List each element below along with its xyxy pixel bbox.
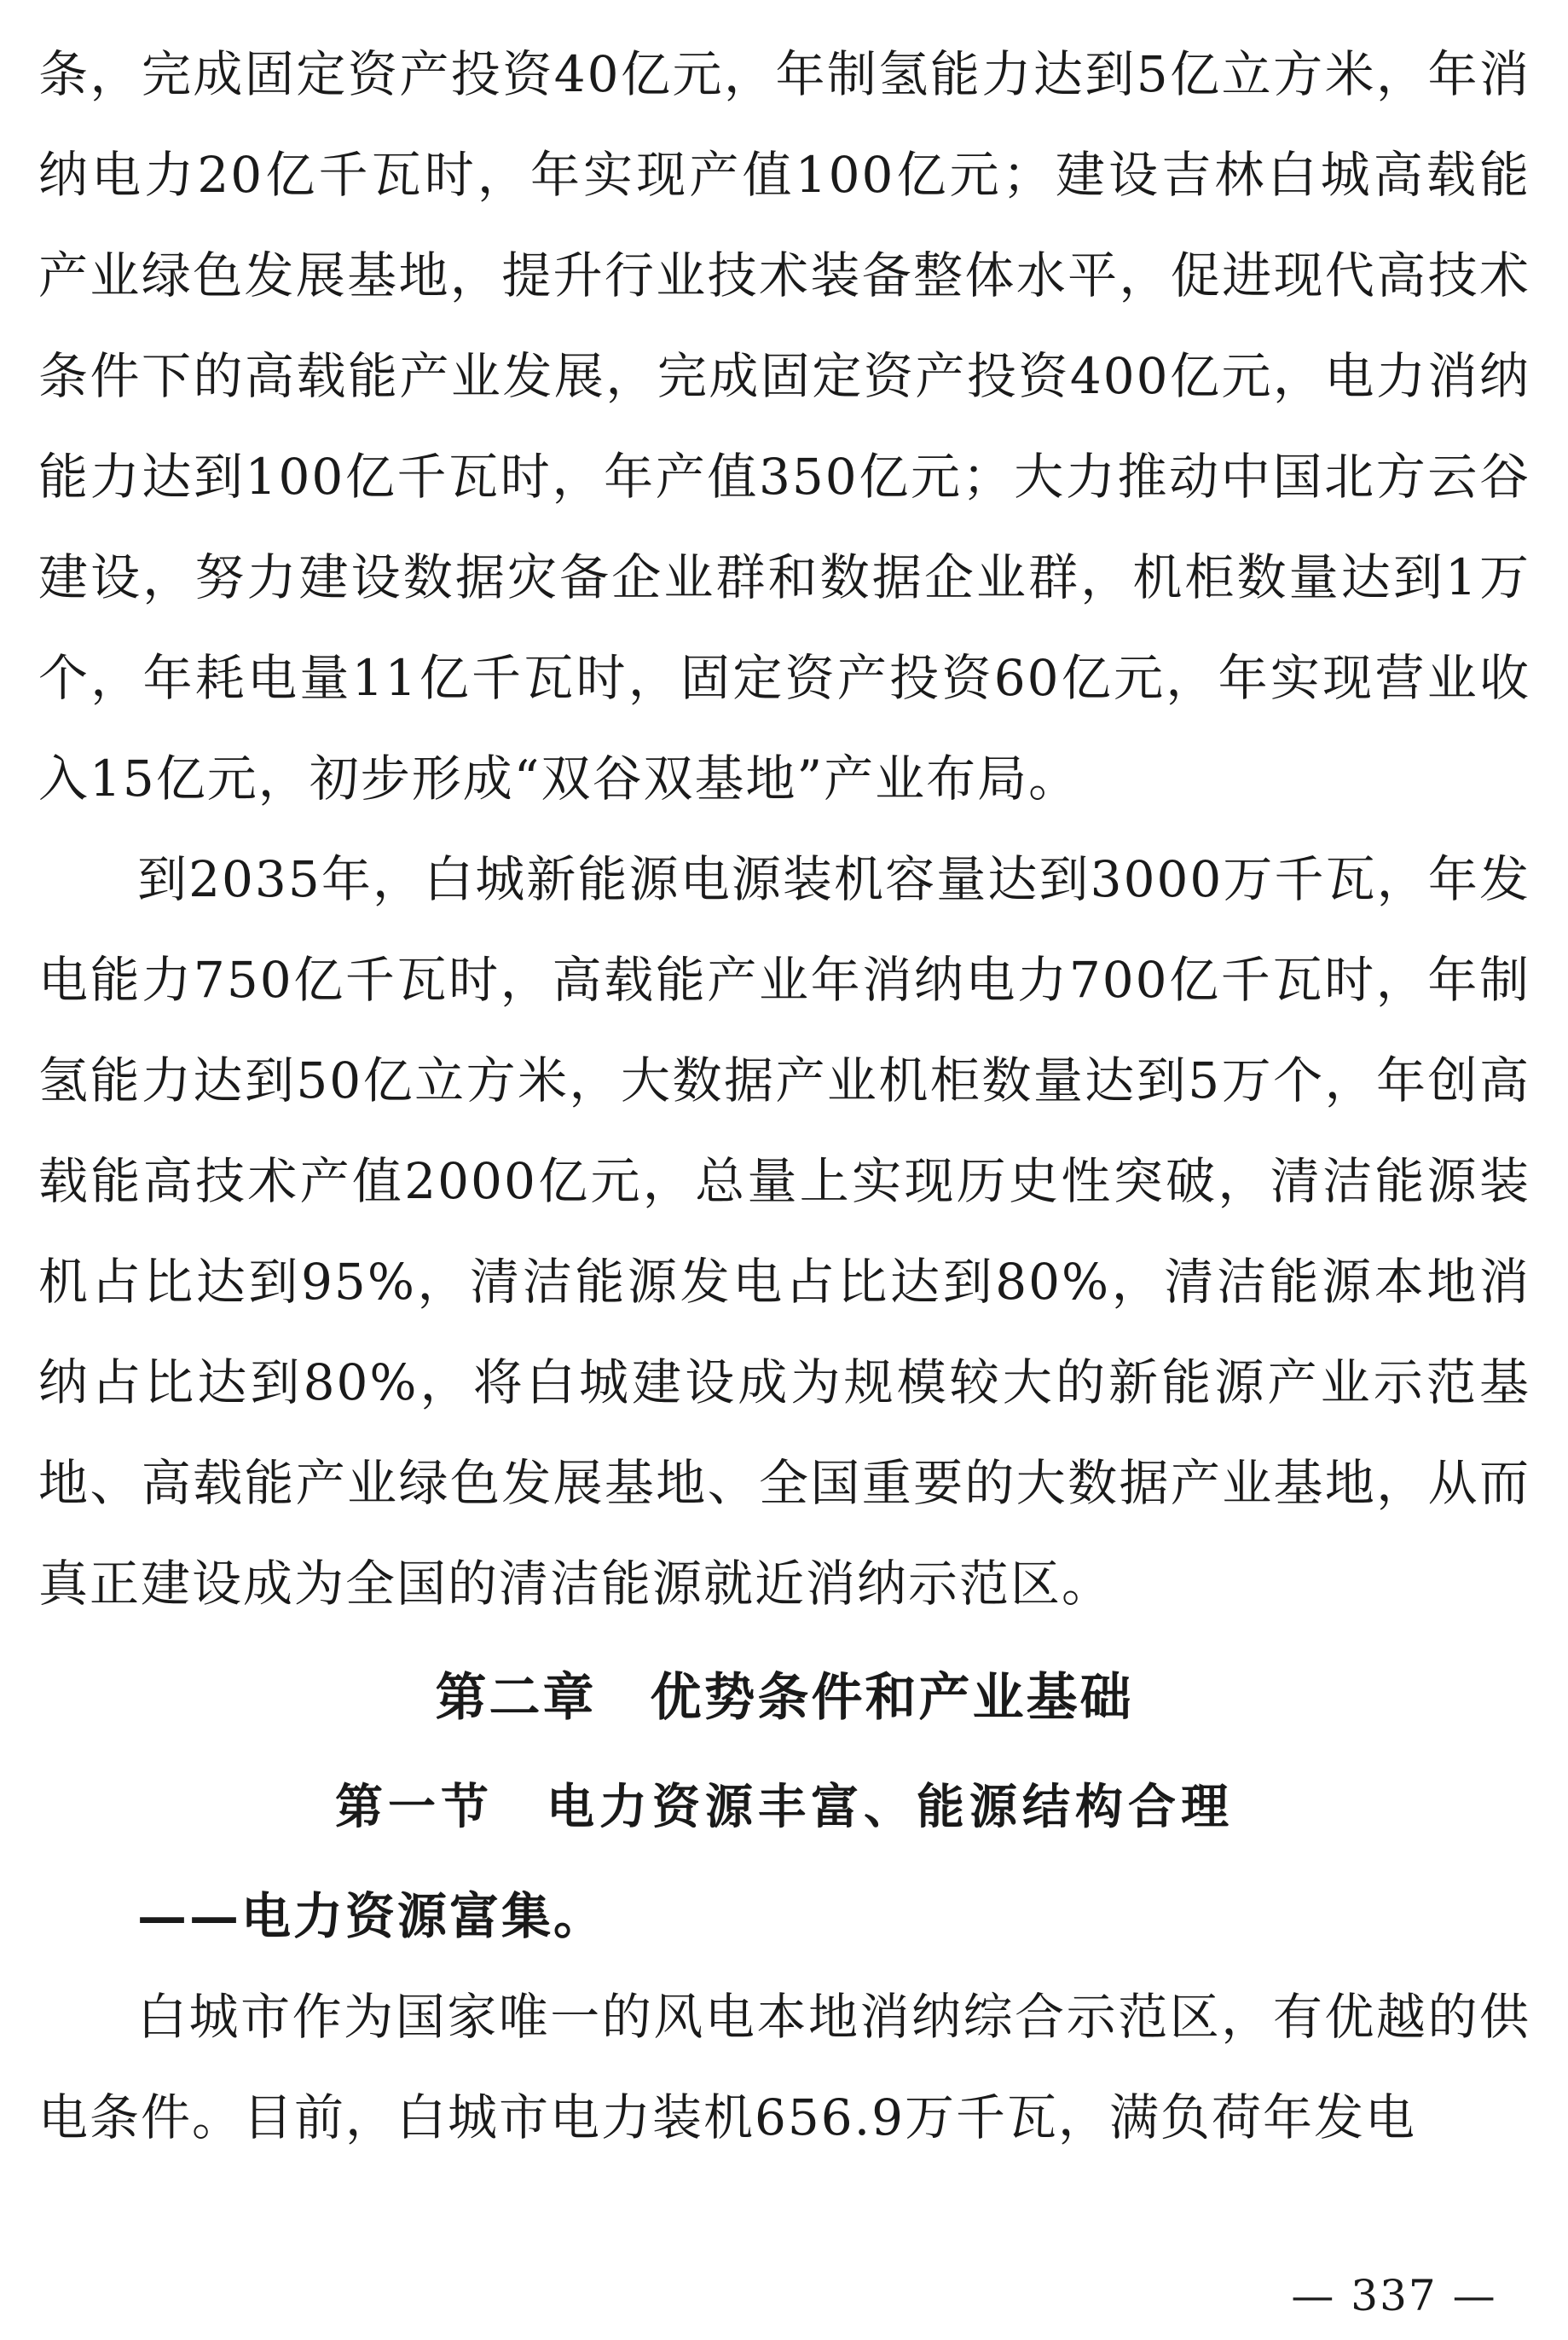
chapter-title: 第二章 优势条件和产业基础 [435, 1668, 1134, 1728]
page-number: — 337 — [1291, 2271, 1497, 2320]
paragraph-continued: 条，完成固定资产投资40亿元，年制氢能力达到5亿立方米，年消纳电力20亿千瓦时，年实现产值100亿元；建设吉林白城高载能产业绿色发展基地，提升行业技术装备整体水平，促进现代高技术条件下的高载能产业发展，完成固定资产投资400亿元，电力消纳能力达到100亿千瓦时，年产值350亿元；大力推动中国北方云谷建设，努力建设数据灾备企业群和数据企业群，机柜数量达到1万个，年耗电量11亿千瓦时，固定资产投资60亿元，年实现营业收入15亿元，初步形成“双谷双基地”产业布局。 [38, 45, 1530, 808]
sub-heading: ——电力资源富集。 [137, 1887, 606, 1945]
document-page [38, 24, 1530, 2168]
paragraph-power-supply: 白城市作为国家唯一的风电本地消纳综合示范区，有优越的供电条件。目前，白城市电力装机656.9万千瓦，满负荷年发电 [38, 1988, 1530, 2146]
section-title: 第一节 电力资源丰富、能源结构合理 [335, 1779, 1234, 1835]
paragraph-2035-targets: 到2035年，白城新能源电源装机容量达到3000万千瓦，年发电能力750亿千瓦时，高载能产业年消纳电力700亿千瓦时，年制氢能力达到50亿立方米，大数据产业机柜数量达到5万个，年创高载能高技术产值2000亿元，总量上实现历史性突破，清洁能源装机占比达到95%，清洁能源发电占比达到80%，清洁能源本地消纳占比达到80%，将白城建设成为规模较大的新能源产业示范基地、高载能产业绿色发展基地、全国重要的大数据产业基地，从而真正建设成为全国的清洁能源就近消纳示范区。 [38, 850, 1530, 1613]
